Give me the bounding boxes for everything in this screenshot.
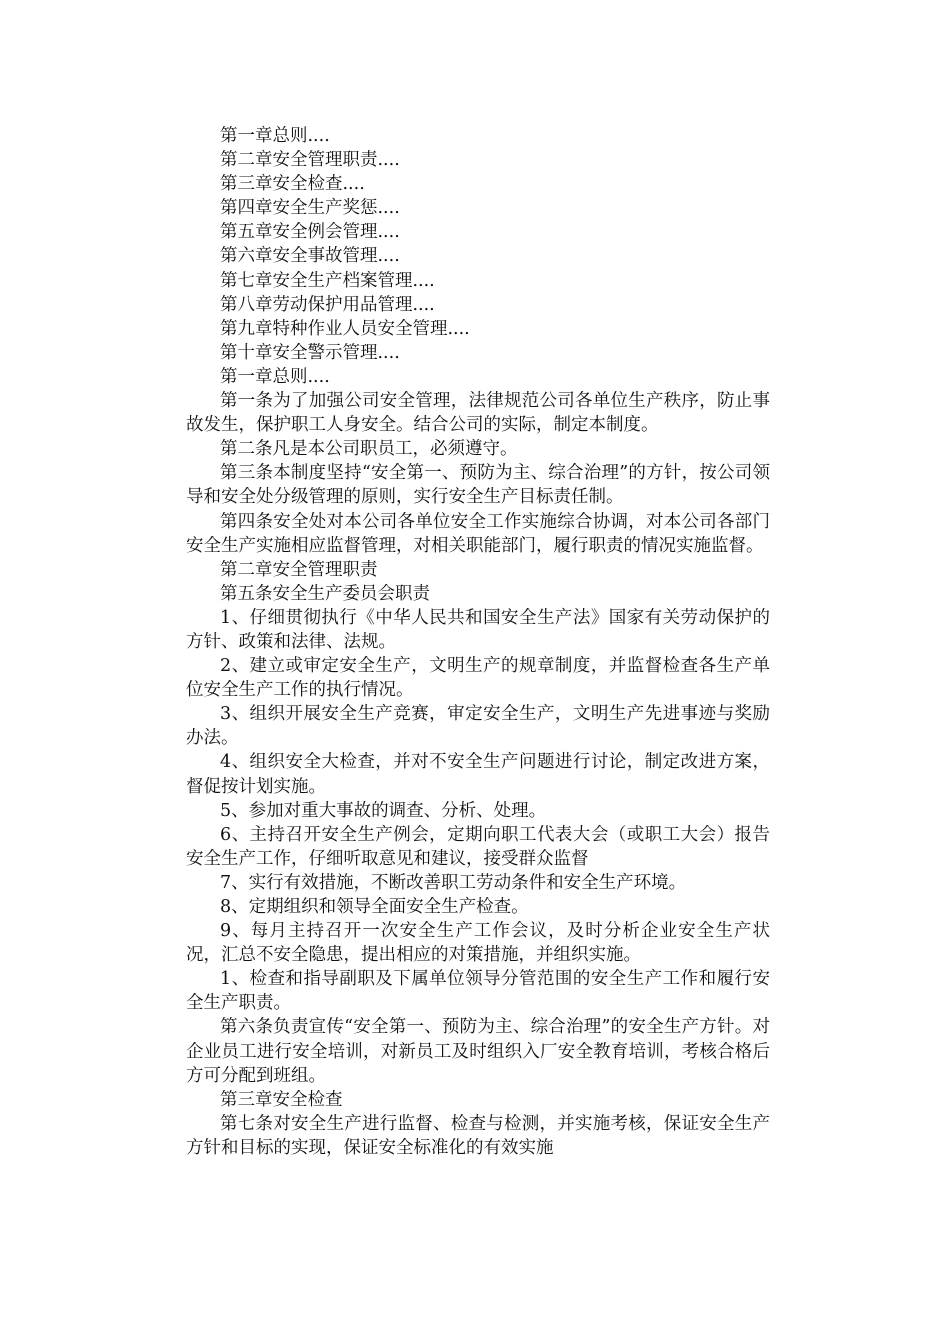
- list-item: 3、组织开展安全生产竞赛，审定安全生产，文明生产先进事迹与奖励办法。: [186, 704, 770, 749]
- document-body: [186, 365, 770, 1160]
- chapter-heading: 第三章安全检查: [220, 1089, 343, 1110]
- chapter-heading: 第二章安全管理职责: [220, 559, 378, 580]
- list-item: 1、仔细贯彻执行《中华人民共和国安全生产法》国家有关劳动保护的方针、政策和法律、法规。: [186, 607, 770, 652]
- document-content: [186, 124, 770, 1160]
- list-item: 4、组织安全大检查，并对不安全生产问题进行讨论，制定改进方案，督促按计划实施。: [186, 752, 770, 797]
- article-paragraph: 第六条负责宣传“安全第一、预防为主、综合治理”的安全生产方针。对企业员工进行安全培训，对新员工及时组织入厂安全教育培训，考核合格后方可分配到班组。: [186, 1017, 770, 1086]
- article-paragraph: 第五条安全生产委员会职责: [220, 583, 430, 604]
- toc-item-9: 第九章特种作业人员安全管理....: [220, 318, 470, 339]
- toc-item-5: 第五章安全例会管理....: [220, 222, 400, 243]
- list-item: 9、每月主持召开一次安全生产工作会议，及时分析企业安全生产状况，汇总不安全隐患，提出相应的对策措施，并组织实施。: [186, 921, 770, 966]
- toc-item-2: 第二章安全管理职责....: [220, 150, 400, 171]
- table-of-contents: [186, 124, 770, 365]
- article-paragraph: 第一条为了加强公司安全管理，法律规范公司各单位生产秩序，防止事故发生，保护职工人身安全。结合公司的实际，制定本制度。: [186, 391, 770, 436]
- list-item: 1、检查和指导副职及下属单位领导分管范围的安全生产工作和履行安全生产职责。: [186, 969, 770, 1014]
- list-item: 2、建立或审定安全生产，文明生产的规章制度，并监督检查各生产单位安全生产工作的执行情况。: [186, 656, 770, 701]
- toc-item-7: 第七章安全生产档案管理....: [220, 270, 435, 291]
- toc-item-4: 第四章安全生产奖惩....: [220, 198, 400, 219]
- list-item: 5、参加对重大事故的调查、分析、处理。: [220, 800, 547, 821]
- toc-item-10: 第十章安全警示管理....: [220, 342, 400, 363]
- article-paragraph: 第七条对安全生产进行监督、检查与检测，并实施考核，保证安全生产方针和目标的实现，保证安全标准化的有效实施: [186, 1113, 770, 1158]
- list-item: 7、实行有效措施，不断改善职工劳动条件和安全生产环境。: [220, 872, 687, 893]
- list-item: 8、定期组织和领导全面安全生产检查。: [220, 897, 529, 917]
- list-item: 6、主持召开安全生产例会，定期向职工代表大会（或职工大会）报告安全生产工作，仔细听取意见和建议，接受群众监督: [186, 824, 770, 869]
- toc-item-6: 第六章安全事故管理....: [220, 246, 400, 267]
- toc-item-1: 第一章总则....: [220, 126, 330, 146]
- toc-item-8: 第八章劳动保护用品管理....: [220, 294, 435, 315]
- article-paragraph: 第三条本制度坚持“安全第一、预防为主、综合治理”的方针，按公司领导和安全处分级管理的原则，实行安全生产目标责任制。: [186, 463, 770, 508]
- chapter-heading: 第一章总则....: [220, 366, 330, 387]
- article-paragraph: 第四条安全处对本公司各单位安全工作实施综合协调，对本公司各部门安全生产实施相应监督管理，对相关职能部门，履行职责的情况实施监督。: [186, 511, 770, 556]
- article-paragraph: 第二条凡是本公司职员工，必须遵守。: [220, 439, 518, 460]
- toc-item-3: 第三章安全检查....: [220, 174, 365, 195]
